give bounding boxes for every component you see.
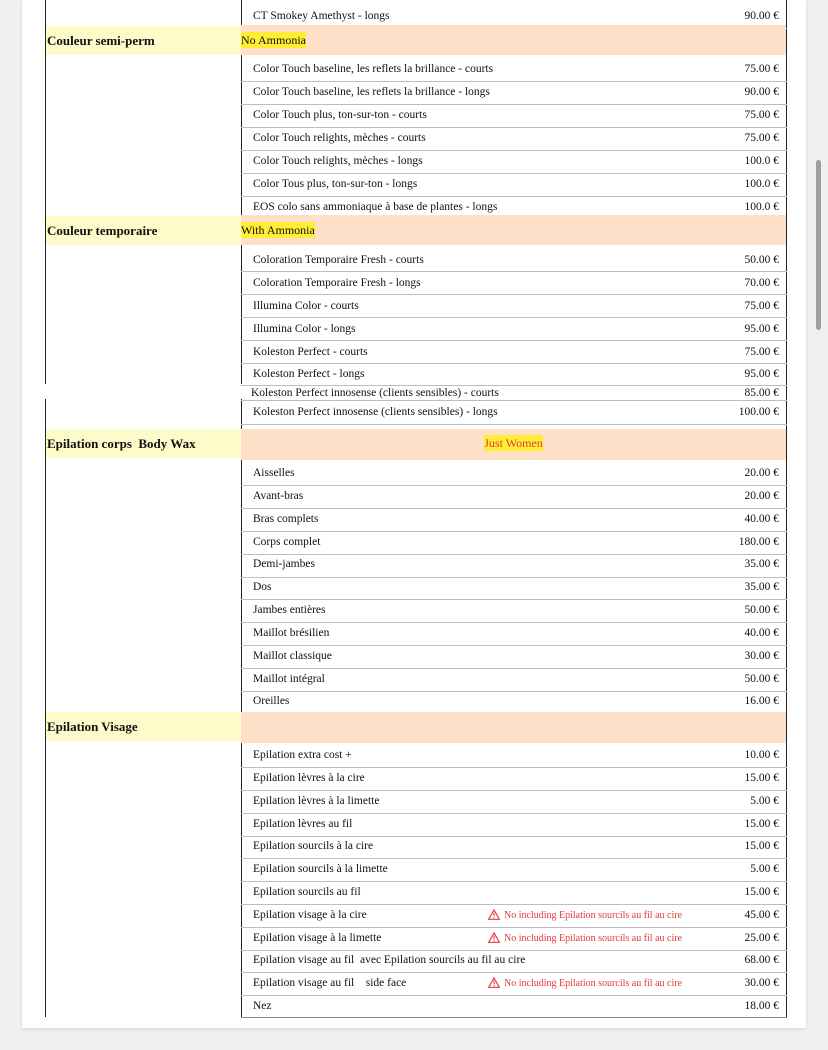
warning-note — [488, 904, 682, 927]
service-name: Color Tous plus, ton-sur-ton - longs — [253, 178, 418, 190]
service-price: 20.00 € — [744, 490, 779, 502]
price-row — [241, 599, 787, 622]
service-price: 75.00 € — [744, 109, 779, 121]
service-name: Avant-bras — [253, 490, 304, 502]
price-row — [241, 386, 787, 400]
service-name: Dos — [253, 581, 272, 593]
price-row — [241, 462, 787, 485]
category-label: Couleur temporaire — [46, 216, 242, 245]
service-price: 75.00 € — [744, 63, 779, 75]
service-name: Epilation visage au fil side face — [253, 977, 407, 989]
service-price: 75.00 € — [744, 300, 779, 312]
service-price: 15.00 € — [744, 818, 779, 830]
price-row — [241, 622, 787, 645]
service-name: Demi-jambes — [253, 558, 315, 570]
service-name: Bras complets — [253, 513, 319, 525]
service-name: Color Touch plus, ton-sur-ton - courts — [253, 109, 427, 121]
price-row — [241, 576, 787, 599]
service-price: 50.00 € — [744, 673, 779, 685]
warning-note — [488, 927, 682, 950]
price-row — [241, 835, 787, 858]
service-price: 18.00 € — [744, 1000, 779, 1012]
section-header — [241, 712, 786, 743]
service-price: 68.00 € — [744, 954, 779, 966]
service-price: 40.00 € — [744, 627, 779, 639]
warning-triangle-icon — [488, 932, 500, 943]
service-name: Illumina Color - longs — [253, 323, 356, 335]
price-row — [241, 58, 787, 81]
section-header — [241, 215, 786, 245]
service-price: 100.0 € — [744, 201, 779, 213]
service-price: 50.00 € — [744, 254, 779, 266]
service-name: Coloration Temporaire Fresh - courts — [253, 254, 424, 266]
service-name: CT Smokey Amethyst - longs — [253, 10, 390, 22]
service-price: 5.00 € — [750, 795, 779, 807]
service-price: 85.00 € — [744, 387, 779, 399]
price-row — [241, 949, 787, 972]
price-row — [241, 553, 787, 576]
service-name: Maillot classique — [253, 650, 332, 662]
price-row — [241, 972, 787, 995]
left-rule — [45, 0, 46, 384]
category-label: Epilation Visage — [46, 712, 242, 741]
service-name: Color Touch baseline, les reflets la brillance - longs — [253, 86, 490, 98]
service-price: 20.00 € — [744, 467, 779, 479]
price-row — [241, 690, 787, 713]
service-name: Illumina Color - courts — [253, 300, 359, 312]
service-name: Koleston Perfect - courts — [253, 346, 368, 358]
service-price: 10.00 € — [744, 749, 779, 761]
service-name: Koleston Perfect innosense (clients sensibles) - courts — [251, 387, 499, 399]
service-price: 100.0 € — [744, 178, 779, 190]
service-price: 15.00 € — [744, 886, 779, 898]
price-row — [241, 249, 787, 272]
service-price: 70.00 € — [744, 277, 779, 289]
service-name: Maillot brésilien — [253, 627, 330, 639]
service-name: Epilation visage à la cire — [253, 909, 367, 921]
service-price: 50.00 € — [744, 604, 779, 616]
price-row — [241, 767, 787, 790]
service-price: 90.00 € — [744, 86, 779, 98]
service-price: 25.00 € — [744, 932, 779, 944]
price-row — [241, 927, 787, 950]
left-rule — [45, 399, 46, 1017]
price-row — [241, 904, 787, 927]
header-tag: No Ammonia — [241, 33, 306, 47]
section-header — [241, 25, 786, 55]
price-row — [241, 363, 787, 386]
warning-triangle-icon — [488, 909, 500, 920]
service-name: Epilation extra cost + — [253, 749, 352, 761]
warning-text: No including Epilation sourcils au fil au cire — [504, 910, 683, 921]
price-row — [241, 401, 787, 424]
service-price: 5.00 € — [750, 863, 779, 875]
price-row — [241, 150, 787, 173]
warning-text: No including Epilation sourcils au fil au cire — [504, 933, 683, 944]
service-name: Coloration Temporaire Fresh - longs — [253, 277, 421, 289]
price-row — [241, 485, 787, 508]
price-row — [241, 645, 787, 668]
service-price: 95.00 € — [744, 323, 779, 335]
scrollbar-thumb[interactable] — [816, 160, 821, 330]
category-label: Couleur semi-perm — [46, 26, 242, 55]
price-row — [241, 744, 787, 767]
price-row — [241, 272, 787, 295]
service-name: Oreilles — [253, 695, 290, 707]
section-header — [241, 429, 786, 460]
service-name: Epilation sourcils à la limette — [253, 863, 388, 875]
service-name: Epilation visage au fil avec Epilation sourcils au fil au cire — [253, 954, 526, 966]
warning-note — [488, 972, 682, 995]
warning-triangle-icon — [488, 977, 500, 988]
service-name: Epilation lèvres à la limette — [253, 795, 380, 807]
service-name: EOS colo sans ammoniaque à base de plantes - longs — [253, 201, 498, 213]
header-tag: Just Women — [484, 436, 543, 450]
service-price: 16.00 € — [744, 695, 779, 707]
service-name: Maillot intégral — [253, 673, 325, 685]
service-price: 100.0 € — [744, 155, 779, 167]
service-price: 180.00 € — [738, 536, 779, 548]
service-name: Epilation lèvres à la cire — [253, 772, 365, 784]
service-price: 75.00 € — [744, 132, 779, 144]
service-price: 45.00 € — [744, 909, 779, 921]
service-name: Koleston Perfect innosense (clients sensibles) - longs — [253, 406, 498, 418]
service-price: 30.00 € — [744, 650, 779, 662]
service-name: Aisselles — [253, 467, 295, 479]
price-row — [241, 995, 787, 1018]
service-price: 15.00 € — [744, 840, 779, 852]
service-name: Koleston Perfect - longs — [253, 368, 365, 380]
price-row — [241, 318, 787, 341]
price-row — [241, 127, 787, 150]
price-row — [241, 508, 787, 531]
price-row — [241, 295, 787, 318]
price-row — [241, 790, 787, 813]
service-price: 100.00 € — [738, 406, 779, 418]
service-name: Epilation sourcils à la cire — [253, 840, 374, 852]
warning-text: No including Epilation sourcils au fil au cire — [504, 978, 683, 989]
service-price: 40.00 € — [744, 513, 779, 525]
price-row — [241, 341, 787, 364]
price-row — [241, 81, 787, 104]
price-row — [241, 881, 787, 904]
price-row — [241, 173, 787, 196]
service-name: Color Touch baseline, les reflets la brillance - courts — [253, 63, 494, 75]
service-price: 95.00 € — [744, 368, 779, 380]
price-row — [241, 858, 787, 881]
price-row — [241, 813, 787, 836]
table-bottom-rule — [241, 1017, 787, 1018]
price-row — [241, 104, 787, 127]
service-name: Color Touch relights, mèches - longs — [253, 155, 423, 167]
service-name: Corps complet — [253, 536, 321, 548]
service-price: 15.00 € — [744, 772, 779, 784]
service-name: Color Touch relights, mèches - courts — [253, 132, 426, 144]
service-name: Epilation visage à la limette — [253, 932, 382, 944]
service-price: 35.00 € — [744, 558, 779, 570]
service-price: 75.00 € — [744, 346, 779, 358]
price-row — [241, 531, 787, 554]
service-price: 35.00 € — [744, 581, 779, 593]
service-price: 90.00 € — [744, 10, 779, 22]
service-name: Epilation sourcils au fil — [253, 886, 361, 898]
price-row — [241, 668, 787, 691]
service-name: Nez — [253, 1000, 272, 1012]
header-tag: With Ammonia — [241, 223, 315, 237]
row-divider — [241, 424, 787, 425]
category-label: Epilation corps Body Wax — [46, 429, 242, 458]
service-name: Epilation lèvres au fil — [253, 818, 353, 830]
service-name: Jambes entières — [253, 604, 326, 616]
service-price: 30.00 € — [744, 977, 779, 989]
